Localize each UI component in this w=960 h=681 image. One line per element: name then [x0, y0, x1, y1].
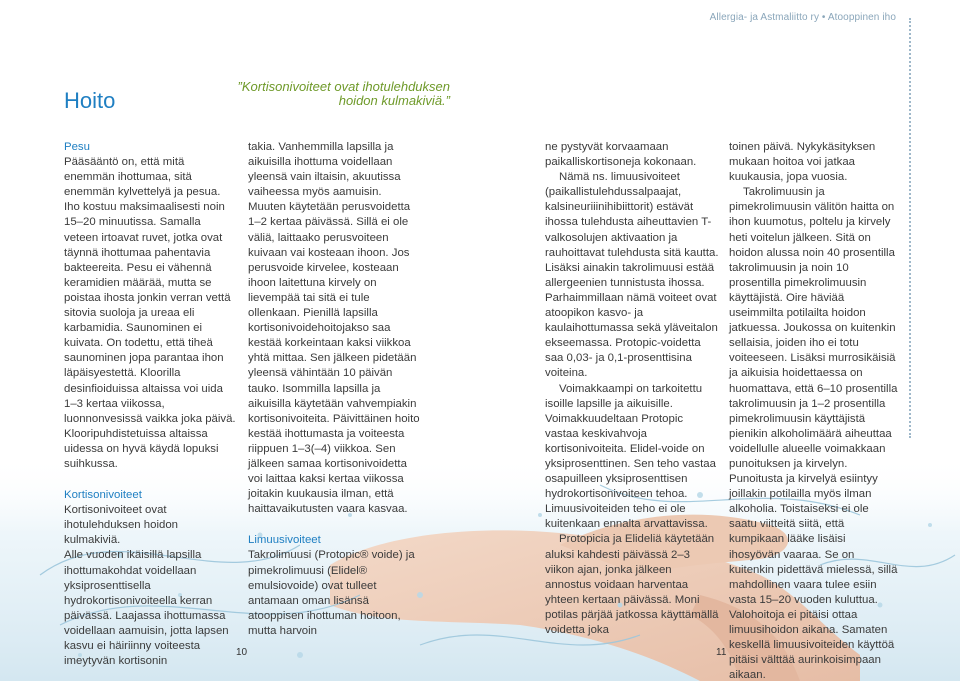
- lead-kortisonivoiteet: Kortisonivoiteet ovat ihotulehduksen hoidon kulmakiviä.: [64, 504, 179, 547]
- subheading-pesu: Pesu: [64, 141, 90, 153]
- paragraph-kortisonivoiteet: Alle vuoden ikäisillä lapsilla ihottumakohdat voidellaan yksiprosenttisella hydrokortisonivoiteella kerran päivässä. Laajassa ihottumassa voidellaan aamuisin, jotta lapsen kasvu ei häiriinny voiteesta imeytyvän kortisonin: [64, 549, 229, 668]
- paragraph: Takrolimuusin ja pimekrolimuusin välitön haitta on ihon kuumotus, poltelu ja kirvely heti voitelun jälkeen. Sitä on hoidon alussa noin 40 prosentilla takrolimuusin ja noin 10 prosentilla pimekrolimuusin käyttäjistä. Oire häviää useimmilta potilailta hoidon jatkuessa. Joukossa on kuitenkin sellaisia, joiden iho ei totu voiteeseen. Lisäksi murrosikäisiä ja aikuisia hoidettaessa on huomattava, että 6–10 prosentilla takrolimuusin ja 1–2 prosentilla pimekrolimuusin käyttäjistä pienikin alkoholimäärä aiheuttaa voidellulle alueelle voimakkaan punoituksen ja kirvelyn. Punoitusta ja kirvelyä esiintyy joillakin potilailla myös ilman alkoholia. Toistaiseksi ei ole saatu viitteitä siitä, että kumpikaan lääke lisäisi ihosyövän vaaraa. Se on kuitenkin pidettävä mielessä, sillä mahdollinen vaara tulee esiin vasta 15–20 vuoden kuluttua. Valohoitoja ei pitäisi ottaa limuusihoidon aikana. Samaten keskellä limuusivoiteiden käyttöä pitäisi välttää aurinkoisimpaan aikaan.: [729, 186, 898, 681]
- dotted-divider: [909, 18, 911, 438]
- text-column-1: [64, 140, 236, 669]
- paragraph-continued: takia. Vanhemmilla lapsilla ja aikuisilla ihottuma voidellaan yleensä vain iltaisin, akuutissa vaiheessa myös aamuisin. Muuten käytetään perusvoidetta 1–2 kertaa päivässä. Sillä ei ole väliä, laittaako perusvoiteen kuivaan vai kosteaan ihoon. Jos perusvoide kirvelee, kosteaan ihoon laitettuna kirvely on lievempää tai sitä ei tule ollenkaan. Pienillä lapsilla kortisonivoidehoitojakso saa kestää korkeintaan kaksi viikkoa yhtä mittaa. Sen jälkeen pidetään yleensä vähintään 10 päivän tauko. Isommilla lapsilla ja aikuisilla käytetään vahvempiakin kortisonivoiteita. Päivittäinen hoito kestää ihottumasta ja voiteesta riippuen 1–3(–4) viikkoa. Sen jälkeen samaa kortisonivoidetta voi laittaa kaksi kertaa viikossa joitakin kuukausia ilman, että haittavaikutusten vaara kasvaa.: [248, 141, 420, 516]
- paragraph-continued: ne pystyvät korvaamaan paikalliskortisoneja kokonaan.: [545, 141, 697, 169]
- subheading-limuusivoiteet: Limuusivoiteet: [248, 534, 321, 547]
- paragraph-continued: toinen päivä. Nykykäsityksen mukaan hoitoa voi jatkaa kuukausia, jopa vuosia.: [729, 141, 876, 184]
- publisher-credit: Allergia- ja Astmaliitto ry • Atooppinen iho: [709, 12, 896, 23]
- paragraph-limuusivoiteet: Takrolimuusi (Protopic® voide) ja pimekrolimuusi (Elidel® emulsiovoide) ovat tulleet antamaan oman lisänsä atooppisen ihottuman hoitoon, mutta harvoin: [248, 549, 415, 637]
- paragraph: Voimakkaampi on tarkoitettu isoille lapsille ja aikuisille. Voimakkuudeltaan Protopic vastaa keskivahvoja kortisonivoiteita. Elidel-voide on yksiprosenttinen. Sen teho vastaa osapuilleen yksiprosenttisen hydrokortisonivoiteen tehoa. Limuusivoiteiden teho ei ole kuitenkaan ennalta arvattavissa.: [545, 382, 716, 531]
- text-column-2: [248, 140, 420, 639]
- subheading-kortisonivoiteet: Kortisonivoiteet: [64, 489, 142, 502]
- section-title: Hoito: [64, 88, 116, 113]
- paragraph: Protopicia ja Elideliä käytetään aluksi kahdesti päivässä 2–3 viikon ajan, jonka jälkeen annostus voidaan harventaa yhteen kertaan päivässä. Moni potilas pärjää jatkossa käyttämällä voidetta joka: [545, 533, 719, 636]
- text-column-3: [545, 140, 719, 638]
- paragraph-pesu: Pääsääntö on, että mitä enemmän ihottumaa, sitä enemmän kylvettelyä ja pesua. Iho kostuu maksimaalisesti noin 15–20 minuutissa. Samalla veteen irtoavat ruvet, jotka ovat täynnä ihottumaa pahentavia bakteereita. Pesu ei vähennä keramidien määrää, mutta se poistaa ihosta jonkin verran vettä sitovia suoloja ja ureaa eli karbamidia. Saunominen ei kuivata. On todettu, että tiheä saunominen jopa parantaa ihon läpäisyestettä. Kloorilla desinfioiduissa altaissa voi uida 1–3 kertaa viikossa, luonnonvesissä vaikka joka päivä. Klooripuhdistetuissa altaissa uidessa on hyvä käydä lopuksi suihkussa.: [64, 156, 236, 470]
- text-column-4: [729, 140, 899, 681]
- page-number-left: 10: [236, 647, 248, 658]
- paragraph: Nämä ns. limuusivoiteet (paikallistulehdussalpaajat, kalsineuriiinihibiittorit) estävät ihossa tulehdusta aiheuttavien T-valkosolujen aktivaation ja rauhoittavat tulehdusta sitä kautta. Lisäksi ainakin takrolimuusi estää allergeenien tunnistusta ihossa. Parhaimmillaan nämä voiteet ovat atoopikon kasvo- ja kaulaihottumassa sekä yläveitalon ekseemassa. Protopic-voidetta saa 0,03- ja 0,1-prosenttisina voiteina.: [545, 171, 719, 380]
- pull-quote: ”Kortisonivoiteet ovat ihotulehduksen hoidon kulmakiviä.”: [237, 79, 450, 108]
- page-number-right: 11: [716, 647, 727, 658]
